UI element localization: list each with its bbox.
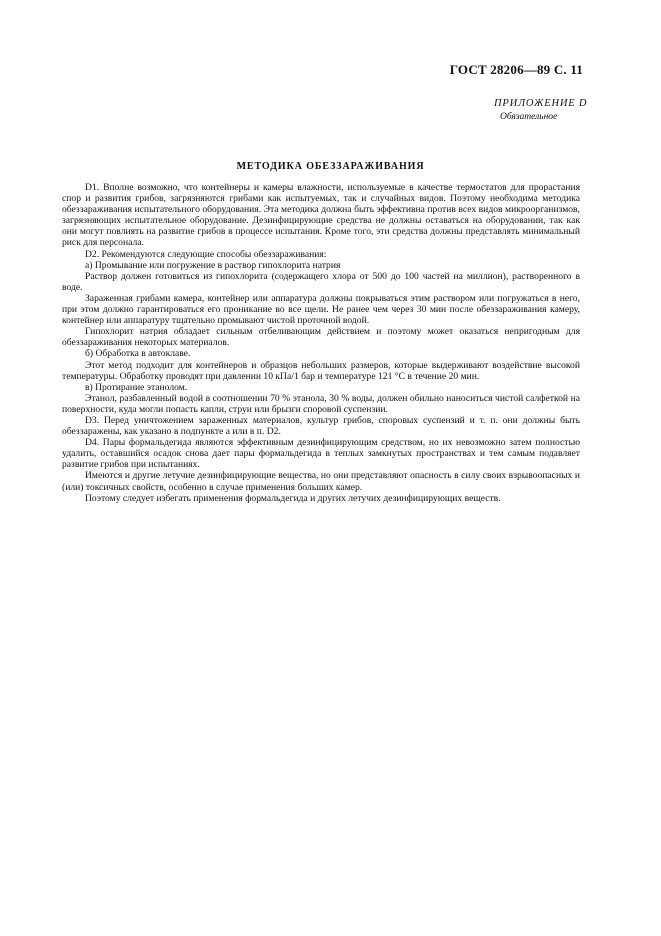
appendix-status: Обязательное [500, 112, 558, 122]
paragraph-d1: D1. Вполне возможно, что контейнеры и камеры влажности, используемые в качестве термостатов для прорастания спор и развития грибов, загрязняются грибами как испытуемых, так и случайных видов. Поэтому необходима методика обеззараживания испытательного оборудования. Эта методика должна быть эффективна против всех видов микроорганизмов, загрязняющих испытательное оборудование. Дезинфицирующие средства не должны оставаться на оборудовании, так как они могут повлиять на развитие грибов в процессе испытания. Кроме того, эти средства должны представлять минимальный риск для персонала. [62, 182, 580, 249]
paragraph-bleaching: Гипохлорит натрия обладает сильным отбеливающим действием и поэтому может оказаться непригодным для обеззараживания некоторых материалов. [62, 326, 580, 349]
section-title: МЕТОДИКА ОБЕЗЗАРАЖИВАНИЯ [236, 161, 425, 172]
paragraph-d2c-heading: в) Протирание этанолом. [85, 381, 188, 393]
paragraph-other-agents: Имеются и другие летучие дезинфицирующие вещества, но они представляют опасность в силу своих взрывоопасных и (или) токсичных свойств, особенно в случае применения больших камер. [62, 470, 580, 493]
paragraph-d2b-heading: б) Обработка в автоклаве. [85, 348, 191, 360]
paragraph-d4: D4. Пары формальдегида являются эффективным дезинфицирующим средством, но их невозможно затем полностью удалить, оставшийся осадок снова дает пары формальдегида в теплых замкнутых пространствах и тем самым подавляет развитие грибов при испытаниях. [62, 437, 580, 471]
paragraph-solution: Раствор должен готовиться из гипохлорита (содержащего хлора от 500 до 100 частей на миллион), растворенного в воде. [62, 270, 580, 293]
paragraph-d3: D3. Перед уничтожением зараженных материалов, культур грибов, споровых суспензий и т. п. они должны быть обеззаражены, как указано в подпункте а или в п. D2. [62, 414, 580, 438]
page-header: ГОСТ 28206—89 С. 11 [449, 62, 583, 77]
paragraph-d2a-heading: а) Промывание или погружение в раствор гипохлорита натрия [85, 259, 341, 271]
paragraph-treatment: Зараженная грибами камера, контейнер или аппаратура должны покрываться этим раствором или погружаться в него, при этом должно гарантироваться его проникание во все щели. Не ранее чем через 30 мин после обеззараживания камеру, контейнер или аппаратуру тщательно промывают чистой проточной водой. [62, 292, 580, 327]
paragraph-autoclave: Этот метод подходит для контейнеров и образцов небольших размеров, которые выдерживают воздействие высокой температуры. Обработку проводят при давлении 10 кПа/1 бар и температуре 121 °С в течение 20 мин. [62, 359, 580, 382]
paragraph-d2: D2. Рекомендуются следующие способы обеззараживания: [85, 248, 327, 260]
appendix-label: ПРИЛОЖЕНИЕ D [494, 98, 588, 109]
paragraph-ethanol: Этанол, разбавленный водой в соотношении 70 % этанола, 30 % воды, должен обильно наноситься чистой салфеткой на поверхности, куда могли попасть капли, струи или брызги споровой суспензии. [62, 392, 580, 415]
document-body [62, 182, 580, 504]
paragraph-conclusion: Поэтому следует избегать применения формальдегида и других летучих дезинфицирующих веществ. [85, 492, 501, 504]
